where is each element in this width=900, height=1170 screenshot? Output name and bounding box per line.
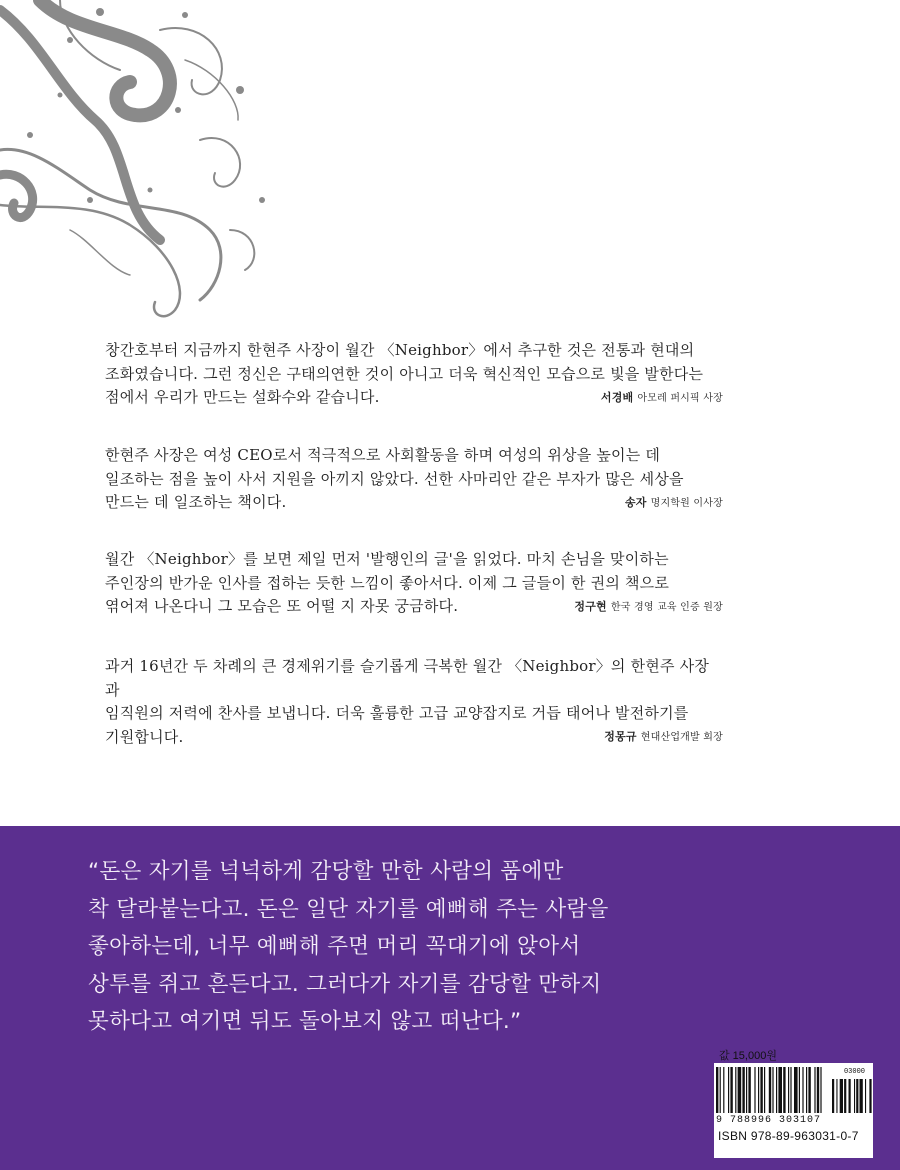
testimonial-4 [105, 655, 723, 746]
barcode-bar [849, 1079, 851, 1113]
barcode-bar [778, 1067, 782, 1113]
barcode-bar [836, 1079, 837, 1113]
pull-quote [88, 853, 728, 1041]
barcode-bar [854, 1079, 855, 1113]
testimonial-line: 한현주 사장은 여성 CEO로서 적극적으로 사회활동을 하며 여성의 위상을 높이는 데 [105, 446, 661, 464]
barcode-bar [738, 1067, 742, 1113]
barcode-bar [764, 1067, 765, 1113]
endorser-name: 송자 [624, 495, 647, 509]
barcode-digits: 9 788996 303107 [716, 1115, 822, 1126]
quote-line: 좋아하는데, 너무 예뻐해 주면 머리 꼭대기에 앉아서 [88, 934, 581, 959]
testimonial-2 [105, 444, 723, 512]
testimonial-line: 점에서 우리가 만드는 설화수와 같습니다. [105, 388, 380, 406]
testimonial-line: 창간호부터 지금까지 한현주 사장이 월간 〈Neighbor〉에서 추구한 것은 전통과 현대의 [105, 341, 695, 359]
barcode-bar [856, 1079, 858, 1113]
swirl-ornament-icon [0, 0, 300, 330]
testimonial-line: 일조하는 점을 높이 사서 지원을 아끼지 않았다. 선한 사마리안 같은 부자가 많은 세상을 [105, 469, 684, 488]
endorser-title: 한국 경영 교육 인증 원장 [610, 601, 723, 613]
endorser-name: 정몽규 [604, 730, 637, 743]
isbn-barcode [714, 1063, 873, 1158]
endorser-title: 명지학원 이사장 [650, 497, 723, 509]
barcode-bar [788, 1067, 789, 1113]
barcode-bar [754, 1067, 755, 1113]
barcode-bar [860, 1079, 863, 1113]
barcode-bar [820, 1067, 821, 1113]
quote-line: 못하다고 여기면 뒤도 돌아보지 않고 떠난다.” [88, 1009, 522, 1034]
isbn-number: ISBN 978-89-963031-0-7 [718, 1129, 859, 1143]
barcode-bar [723, 1067, 724, 1113]
barcode-bar [865, 1079, 866, 1113]
barcode-bar [840, 1079, 843, 1113]
endorser-title: 현대산업개발 회장 [640, 732, 723, 743]
endorser-name: 정구현 [574, 599, 607, 613]
quote-line: 착 달라붙는다고. 돈은 일단 자기를 예뻐해 주는 사람을 [88, 896, 609, 922]
barcode-bar [728, 1067, 729, 1113]
barcode-bar [832, 1079, 834, 1113]
barcode-bar [776, 1067, 777, 1113]
testimonial-1 [105, 339, 723, 407]
testimonial-line: 주인장의 반가운 인사를 접하는 듯한 느낌이 좋아서다. 이제 그 글들이 한 권의 책으로 [105, 573, 670, 592]
barcode-bar [783, 1067, 785, 1113]
barcode-bar [814, 1067, 815, 1113]
barcode-bar [808, 1067, 810, 1113]
testimonial-line: 만드는 데 일조하는 책이다. [105, 493, 287, 511]
barcode-bar [735, 1067, 736, 1113]
barcode-bar [746, 1067, 747, 1113]
barcode-bar [794, 1067, 798, 1113]
testimonial-line: 월간 〈Neighbor〉를 보면 제일 먼저 '발행인의 글'을 읽었다. 마치 손님을 맞이하는 [105, 550, 669, 568]
barcode-bar [730, 1067, 732, 1113]
barcode-bar [769, 1067, 771, 1113]
barcode-bar [758, 1067, 759, 1113]
barcode-bar [869, 1079, 871, 1113]
testimonial-line: 기원합니다. [105, 727, 184, 746]
barcode-bar [790, 1067, 791, 1113]
price-label: 값 15,000원 [719, 1050, 777, 1062]
barcode-bar [716, 1067, 718, 1113]
testimonial-3 [105, 548, 723, 616]
barcode-bar [799, 1067, 800, 1113]
testimonial-line: 임직원의 저력에 찬사를 보냅니다. 더욱 훌륭한 고급 교양잡지로 거듭 태어나 발전하기를 [105, 704, 689, 722]
testimonial-line: 조화였습니다. 그런 정신은 구태의연한 것이 아니고 더욱 혁신적인 모습으로 빛을 발한다는 [105, 364, 704, 383]
endorser-name: 서경배 [600, 390, 634, 404]
barcode-addon: 03000 [843, 1068, 865, 1076]
barcode-bar [760, 1067, 762, 1113]
barcode-bar [817, 1067, 819, 1113]
barcode-bar [772, 1067, 773, 1113]
barcode-bar [806, 1067, 807, 1113]
barcode-bar [742, 1067, 744, 1113]
barcode-bar [748, 1067, 750, 1113]
testimonial-line: 엮어져 나온다니 그 모습은 또 어떨 지 자못 궁금하다. [105, 597, 459, 615]
quote-line: 상투를 쥐고 흔든다고. 그러다가 자기를 감당할 만하지 [88, 971, 602, 997]
endorser-title: 아모레 퍼시픽 사장 [637, 392, 723, 404]
testimonial-line: 과거 16년간 두 차례의 큰 경제위기를 슬기롭게 극복한 월간 〈Neighbor〉의 한현주 사장과 [105, 657, 710, 699]
barcode-bar [720, 1067, 721, 1113]
quote-line: “돈은 자기를 넉넉하게 감당할 만한 사람의 품에만 [88, 859, 564, 884]
barcode-bar [802, 1067, 803, 1113]
testimonial-attribution [105, 729, 723, 746]
barcode-bar [844, 1079, 846, 1113]
